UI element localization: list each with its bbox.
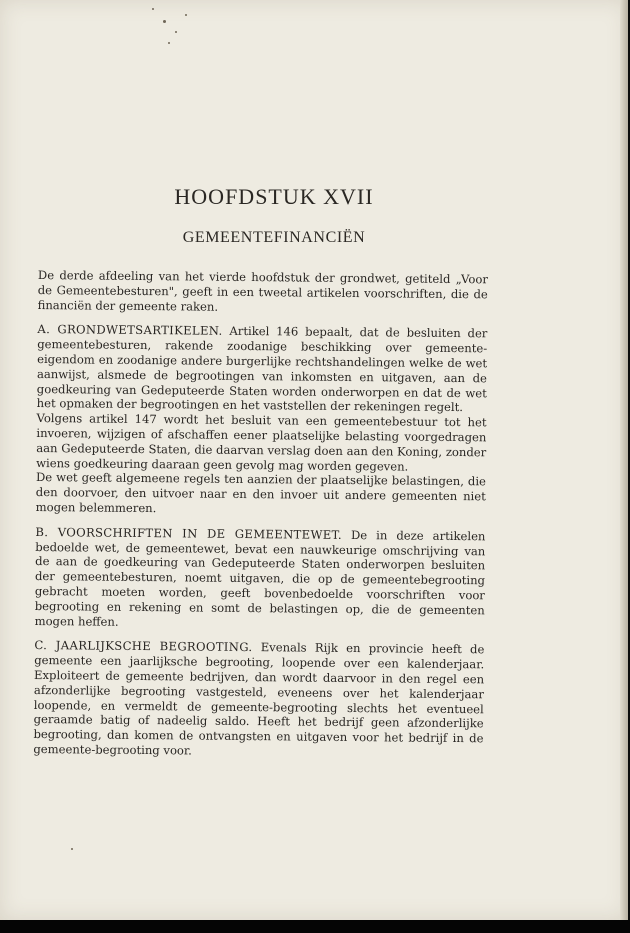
scan-border	[0, 920, 630, 933]
chapter-subtitle: GEMEENTEFINANCIËN	[182, 229, 366, 246]
paragraph-text: Volgens artikel 147 wordt het besluit van een gemeentebestuur tot het invoeren, wijzigen of afschaffen eener plaatselijke belasting voorgedragen aan Gedeputeerde Staten, die daarvan verslag doen aan den Koning, zonder wiens goedkeuring daaraan geen gevolg mag worden gegeven.	[36, 411, 487, 474]
section-heading: C. JAARLIJKSCHE BEGROOTING.	[34, 638, 253, 655]
paragraph-intro	[38, 268, 488, 317]
section-heading: B. VOORSCHRIFTEN IN DE GEMEENTEWET.	[35, 524, 343, 542]
chapter-title: HOOFDSTUK XVII	[174, 184, 374, 209]
paragraph-text: De in deze artikelen bedoelde wet, de gemeentewet, bevat een nauwkeurige omschrijving van de aan de goedkeuring van Gedeputeerde Staten onderworpen besluiten der gemeentebesturen, noemt uitgaven, die op de gemeentebegrooting gebracht moeten worden, geeft bovenbedoelde voorschriften voor begrooting en rekening en somt de belastingen op, die de gemeenten mogen heffen.	[34, 527, 486, 629]
paper-speck	[168, 42, 170, 44]
paragraph-text: De derde afdeeling van het vierde hoofdstuk der grondwet, getiteld „Voor de Gemeentebesturen", geeft in een tweetal artikelen voorschriften, die de financiën der gemeente raken.	[37, 268, 488, 314]
paper-speck	[163, 20, 166, 23]
paragraph-gemeentewet	[35, 525, 486, 633]
paper-speck	[152, 8, 154, 10]
paragraph-jaarlijksche-begrooting	[33, 638, 484, 761]
page-edge	[620, 0, 628, 920]
paper-speck	[71, 848, 73, 850]
chapter-body	[33, 268, 488, 761]
paragraph-belastingen	[36, 470, 486, 519]
paragraph-text: Evenals Rijk en provincie heeft de gemeente een jaarlijksche begrooting, loopende over een kalenderjaar. Exploiteert de gemeente bedrijven, dan wordt daarvoor in den regel een afzonderlijke begrooting vastgesteld, eveneens over het kalenderjaar loopende, en vermeldt de gemeente-begrooting slechts het eventueel geraamde batig of nadeelig saldo. Heeft het bedrijf geen afzonderlijke begrooting, dan komen de ontvangsten en uitgaven voor het bedrijf in de gemeente-begrooting voor.	[33, 640, 485, 758]
paragraph-artikel-147	[36, 411, 487, 475]
paragraph-grondwetsartikelen	[37, 322, 488, 415]
paragraph-text: Artikel 146 bepaalt, dat de besluiten der gemeentebesturen, rakende zoodanige beschikking over gemeente-eigendom en zoodanige andere burgerlijke rechtshandelingen welke de wet aanwijst, alsmede de begrootingen van inkomsten en uitgaven, aan de goedkeuring van Gedeputeerde Staten worden onderworpen en dat de wet het opmaken der begrootingen en het vaststellen der rekeningen regelt.	[36, 324, 488, 415]
section-heading: A. GRONDWETSARTIKELEN.	[37, 322, 223, 339]
paragraph-text: De wet geeft algemeene regels ten aanzien der plaatselijke belastingen, die den doorvoer, den uitvoer naar en den invoer uit andere gemeenten niet mogen belemmeren.	[35, 470, 487, 516]
paper-speck	[175, 31, 177, 33]
paper-speck	[185, 14, 187, 16]
